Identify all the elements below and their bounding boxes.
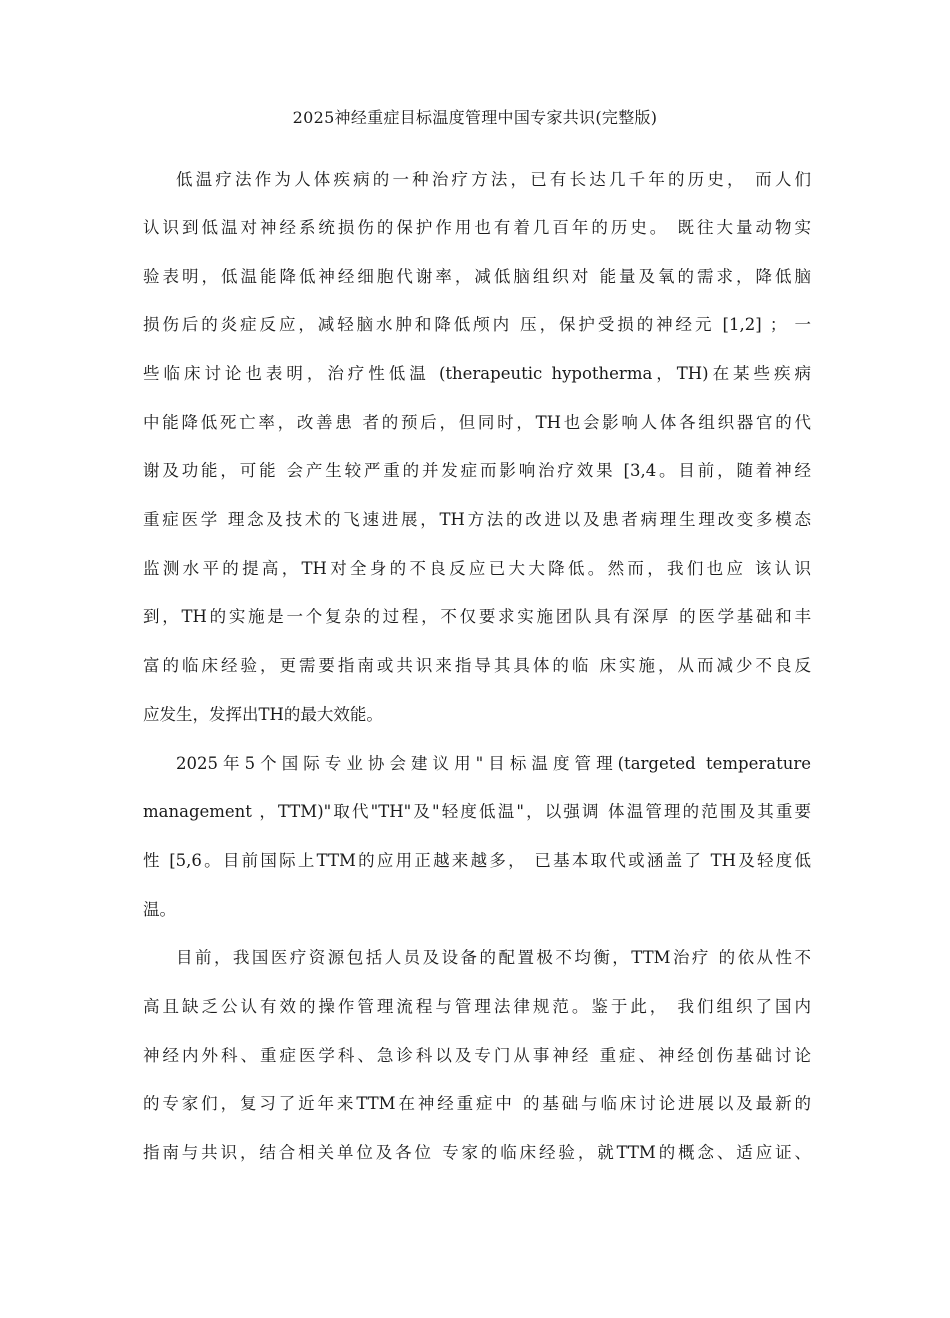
document-title: 2025神经重症目标温度管理中国专家共识(完整版)	[292, 108, 658, 127]
paragraph-2-line-4: 温。	[143, 900, 176, 919]
paragraph-3-line-4: 的专家们，复习了近年来TTM在神经重症中 的基础与临床讨论进展以及最新的	[143, 1094, 811, 1113]
paragraph-1-line-12: 应发生，发挥出TH的最大效能。	[143, 705, 383, 724]
paragraph-1-line-11: 富的临床经验，更需要指南或共识来指导其具体的临 床实施，从而减少不良反	[143, 656, 811, 675]
paragraph-1-line-8: 重症医学 理念及技术的飞速进展，TH方法的改进以及患者病理生理改变多模态	[143, 510, 811, 529]
paragraph-3-line-3: 神经内外科、重症医学科、急诊科以及专门从事神经 重症、神经创伤基础讨论	[143, 1046, 811, 1065]
paragraph-1-line-7: 谢及功能，可能 会产生较严重的并发症而影响治疗效果 [3,4。目前，随着神经	[143, 461, 811, 480]
paragraph-1-line-1: 低温疗法作为人体疾病的一种治疗方法，已有长达几千年的历史， 而人们	[176, 170, 811, 189]
paragraph-2-line-1: 2025年5个国际专业协会建议用"目标温度管理(targeted temperature	[176, 754, 811, 773]
paragraph-2-line-2: management ，TTM)"取代"TH"及"轻度低温"，以强调 体温管理的范围及其重要	[143, 802, 811, 821]
paragraph-3-line-5: 指南与共识，结合相关单位及各位 专家的临床经验，就TTM的概念、适应证、	[143, 1143, 811, 1162]
paragraph-1-line-9: 监测水平的提高，TH对全身的不良反应已大大降低。然而，我们也应 该认识	[143, 559, 811, 578]
paragraph-1-line-10: 到，TH的实施是一个复杂的过程，不仅要求实施团队具有深厚 的医学基础和丰	[143, 607, 811, 626]
paragraph-1-line-2: 认识到低温对神经系统损伤的保护作用也有着几百年的历史。 既往大量动物实	[143, 218, 811, 237]
paragraph-2-line-3: 性 [5,6。目前国际上TTM的应用正越来越多， 已基本取代或涵盖了 TH及轻度低	[143, 851, 811, 870]
paragraph-3-line-2: 高且缺乏公认有效的操作管理流程与管理法律规范。鉴于此， 我们组织了国内	[143, 997, 811, 1016]
paragraph-1-line-3: 验表明，低温能降低神经细胞代谢率，减低脑组织对 能量及氧的需求，降低脑	[143, 267, 811, 286]
paragraph-1-line-4: 损伤后的炎症反应，减轻脑水肿和降低颅内 压，保护受损的神经元 [1,2] ； 一	[143, 315, 811, 334]
paragraph-1-line-6: 中能降低死亡率，改善患 者的预后，但同时，TH也会影响人体各组织器官的代	[143, 413, 811, 432]
paragraph-3-line-1: 目前，我国医疗资源包括人员及设备的配置极不均衡，TTM治疗 的依从性不	[176, 948, 811, 967]
paragraph-1-line-5: 些临床讨论也表明，治疗性低温 (therapeutic hypotherma，TH)在某些疾病	[143, 364, 811, 383]
